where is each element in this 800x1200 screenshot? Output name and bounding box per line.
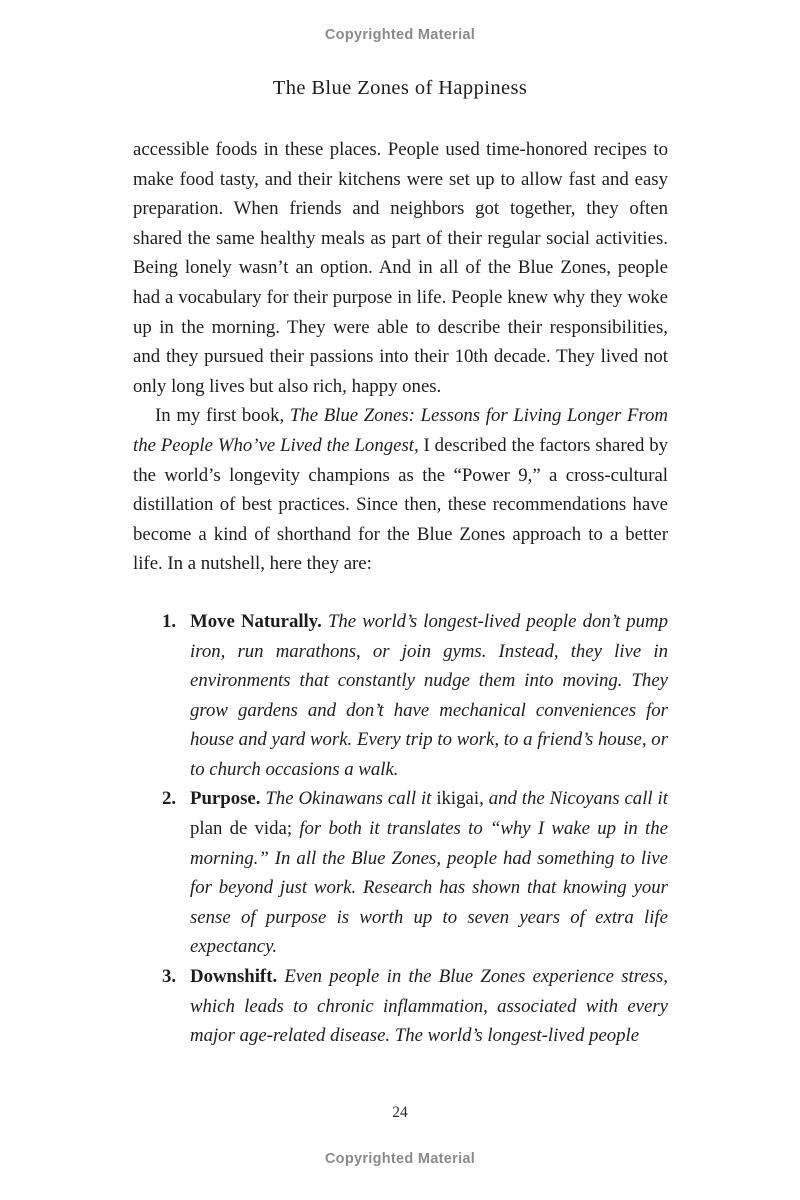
- text-segment: The Blue Zones: Lessons for Living Longer From the People Who’ve Lived the Longest: [133, 405, 668, 456]
- list-item-title: Downshift.: [190, 966, 278, 988]
- text-segment: The world’s longest-lived people don’t pump iron, run marathons, or join gyms. Instead, they live in environments that constantly nudge them into moving. They grow gardens and don’t have mechanical conveniences for house and yard work. Every trip to work, to a friend’s house, or to church occasions a walk.: [190, 610, 669, 780]
- text-segment: plan de vida;: [190, 818, 293, 840]
- power9-list: [133, 607, 668, 1051]
- page-number: 24: [392, 1104, 408, 1121]
- text-segment: , I described the factors shared by the world’s longevity champions as the “Power 9,” a cross-cultural distillation of best practices. Since then, these recommendations have become a kind of shorthand for the Blue Zones approach to a better life. In a nutshell, here they are:: [133, 434, 668, 575]
- running-head: The Blue Zones of Happiness: [272, 77, 528, 99]
- text-segment: The Okinawans call it: [260, 788, 437, 810]
- list-item-title: Purpose.: [190, 788, 261, 810]
- body-text: [133, 135, 668, 1051]
- list-number: 1.: [162, 610, 177, 632]
- list-item: [133, 607, 668, 785]
- copyright-watermark-top: Copyrighted Material: [324, 27, 476, 43]
- text-segment: ikigai: [436, 788, 480, 810]
- list-number: 2.: [162, 788, 177, 810]
- list-item: [133, 784, 668, 962]
- paragraph: [133, 135, 668, 401]
- text-segment: accessible foods in these places. People used time-honored recipes to make food tasty, and their kitchens were set up to allow fast and easy preparation. When friends and neighbors got together, they often shared the same healthy meals as part of their regular social activities. Being lonely wasn’t an option. And in all of the Blue Zones, people had a vocabulary for their purpose in life. People knew why they woke up in the morning. They were able to describe their responsibilities, and they pursued their passions into their 10th decade. They lived not only long lives but also rich, happy ones.: [133, 139, 668, 397]
- list-item: [133, 962, 668, 1051]
- text-segment: In my first book,: [155, 405, 290, 427]
- text-segment: Even people in the Blue Zones experience stress, which leads to chronic inflammation, associated with every major age-related disease. The world’s longest-lived people: [190, 966, 668, 1047]
- copyright-watermark-bottom: Copyrighted Material: [324, 1151, 476, 1167]
- list-item-title: Move Naturally.: [190, 610, 322, 632]
- text-segment: , and the Nicoyans call it: [479, 788, 668, 810]
- list-number: 3.: [162, 966, 177, 988]
- text-segment: for both it translates to “why I wake up in the morning.” In all the Blue Zones, people had something to live for beyond just work. Research has shown that knowing your sense of purpose is worth up to seven years of extra life expectancy.: [190, 818, 668, 958]
- paragraph: [133, 401, 668, 579]
